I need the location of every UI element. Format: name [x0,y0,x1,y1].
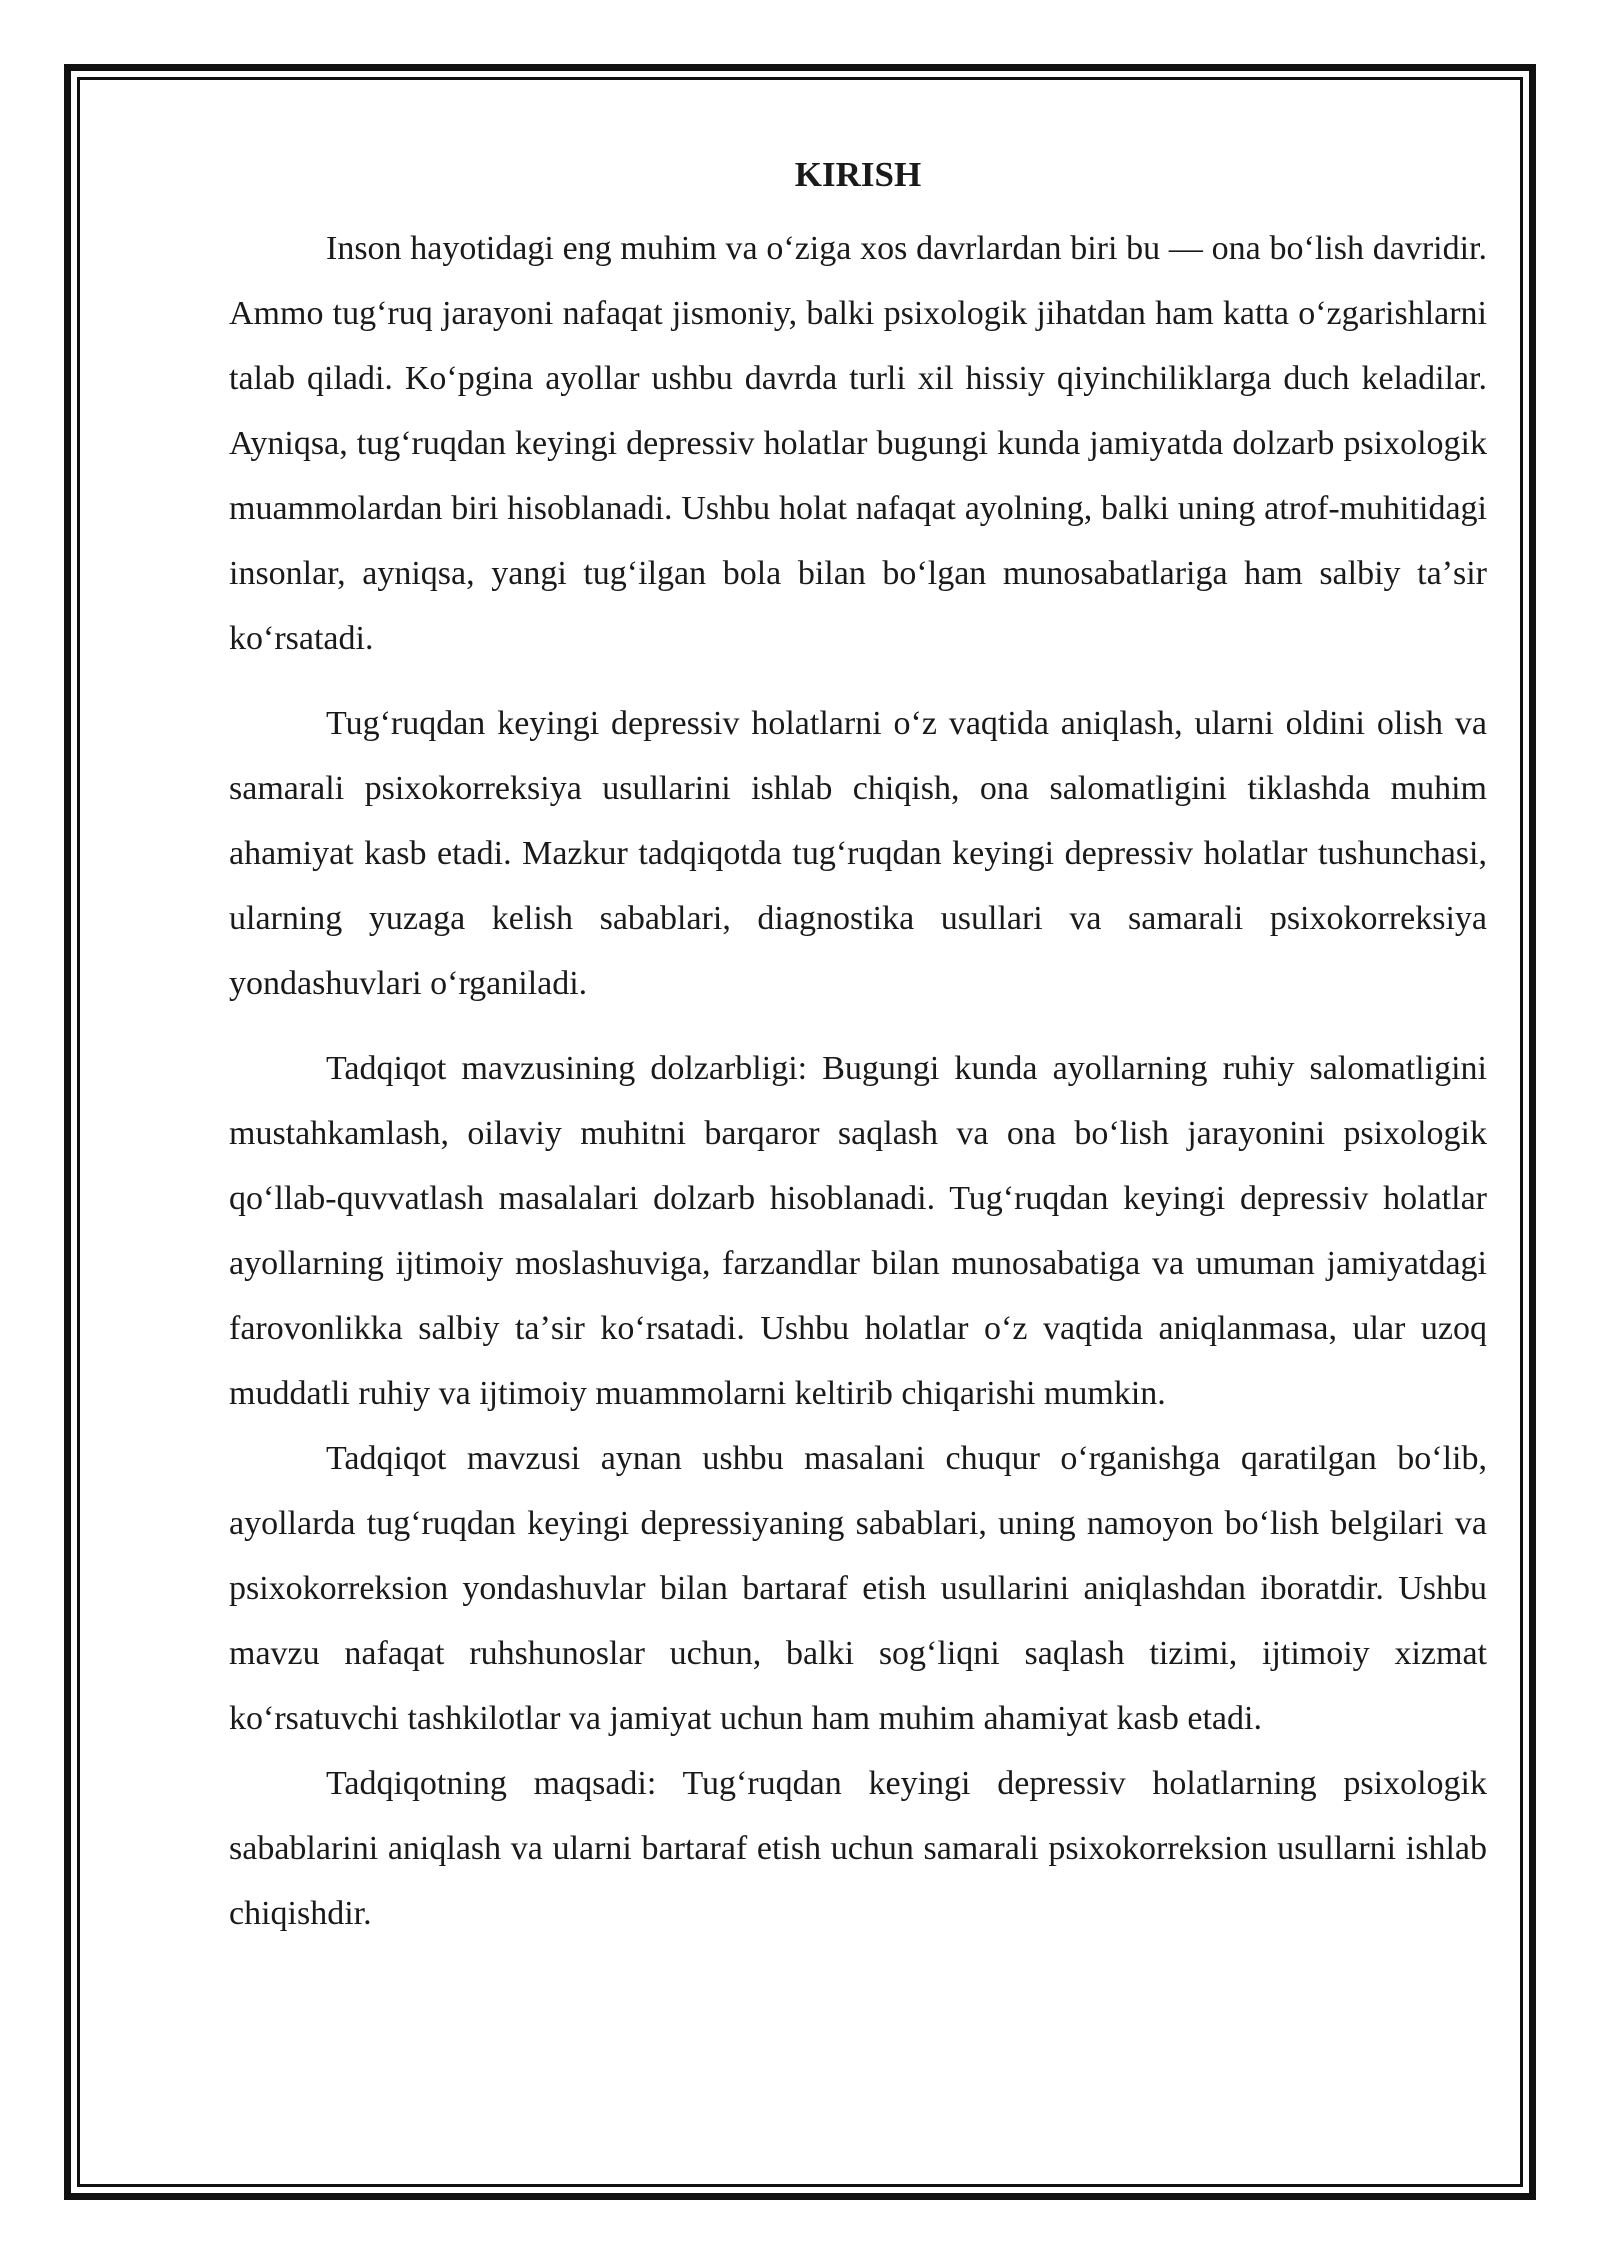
paragraph-research-topic: Tadqiqot mavzusi aynan ushbu masalani chuqur oʻrganishga qaratilgan boʻlib, ayollarda tugʻruqdan keyingi depressiyaning sabablari, uning namoyon boʻlish belgilari va psixokorreksion yondashuvlar bilan bartaraf etish usullarini aniqlashdan iboratdir. Ushbu mavzu nafaqat ruhshunoslar uchun, balki sogʻliqni saqlash tizimi, ijtimoiy xizmat koʻrsatuvchi tashkilotlar va jamiyat uchun ham muhim ahamiyat kasb etadi. [229,1440,1487,1737]
paragraph-intro: Inson hayotidagi eng muhim va oʻziga xos davrlardan biri bu — ona boʻlish davridir. Ammo tugʻruq jarayoni nafaqat jismoniy, balki psixologik jihatdan ham katta oʻzgarishlarni talab qiladi. Koʻpgina ayollar ushbu davrda turli xil hissiy qiyinchiliklarga duch keladilar. Ayniqsa, tugʻruqdan keyingi depressiv holatlar bugungi kunda jamiyatda dolzarb psixologik muammolardan biri hisoblanadi. Ushbu holat nafaqat ayolning, balki uning atrof-muhitidagi insonlar, ayniqsa, yangi tugʻilgan bola bilan boʻlgan munosabatlariga ham salbiy taʼsir koʻrsatadi. [229,230,1487,657]
paragraph-relevance: Tadqiqot mavzusining dolzarbligi: Bugungi kunda ayollarning ruhiy salomatligini mustahkamlash, oilaviy muhitni barqaror saqlash va ona boʻlish jarayonini psixologik qoʻllab-quvvatlash masalalari dolzarb hisoblanadi. Tugʻruqdan keyingi depressiv holatlar ayollarning ijtimoiy moslashuviga, farzandlar bilan munosabatiga va umuman jamiyatdagi farovonlikka salbiy taʼsir koʻrsatadi. Ushbu holatlar oʻz vaqtida aniqlanmasa, ular uzoq muddatli ruhiy va ijtimoiy muammolarni keltirib chiqarishi mumkin. [229,1050,1487,1412]
paragraph-early-detection: Tugʻruqdan keyingi depressiv holatlarni oʻz vaqtida aniqlash, ularni oldini olish va samarali psixokorreksiya usullarini ishlab chiqish, ona salomatligini tiklashda muhim ahamiyat kasb etadi. Mazkur tadqiqotda tugʻruqdan keyingi depressiv holatlar tushunchasi, ularning yuzaga kelish sabablari, diagnostika usullari va samarali psixokorreksiya yondashuvlari oʻrganiladi. [229,705,1487,1002]
document-body [229,148,1487,1946]
document-title: KIRISH [794,155,922,194]
paragraph-research-goal: Tadqiqotning maqsadi: Tugʻruqdan keyingi depressiv holatlarning psixologik sabablarini aniqlash va ularni bartaraf etish uchun samarali psixokorreksion usullarni ishlab chiqishdir. [229,1765,1487,1932]
